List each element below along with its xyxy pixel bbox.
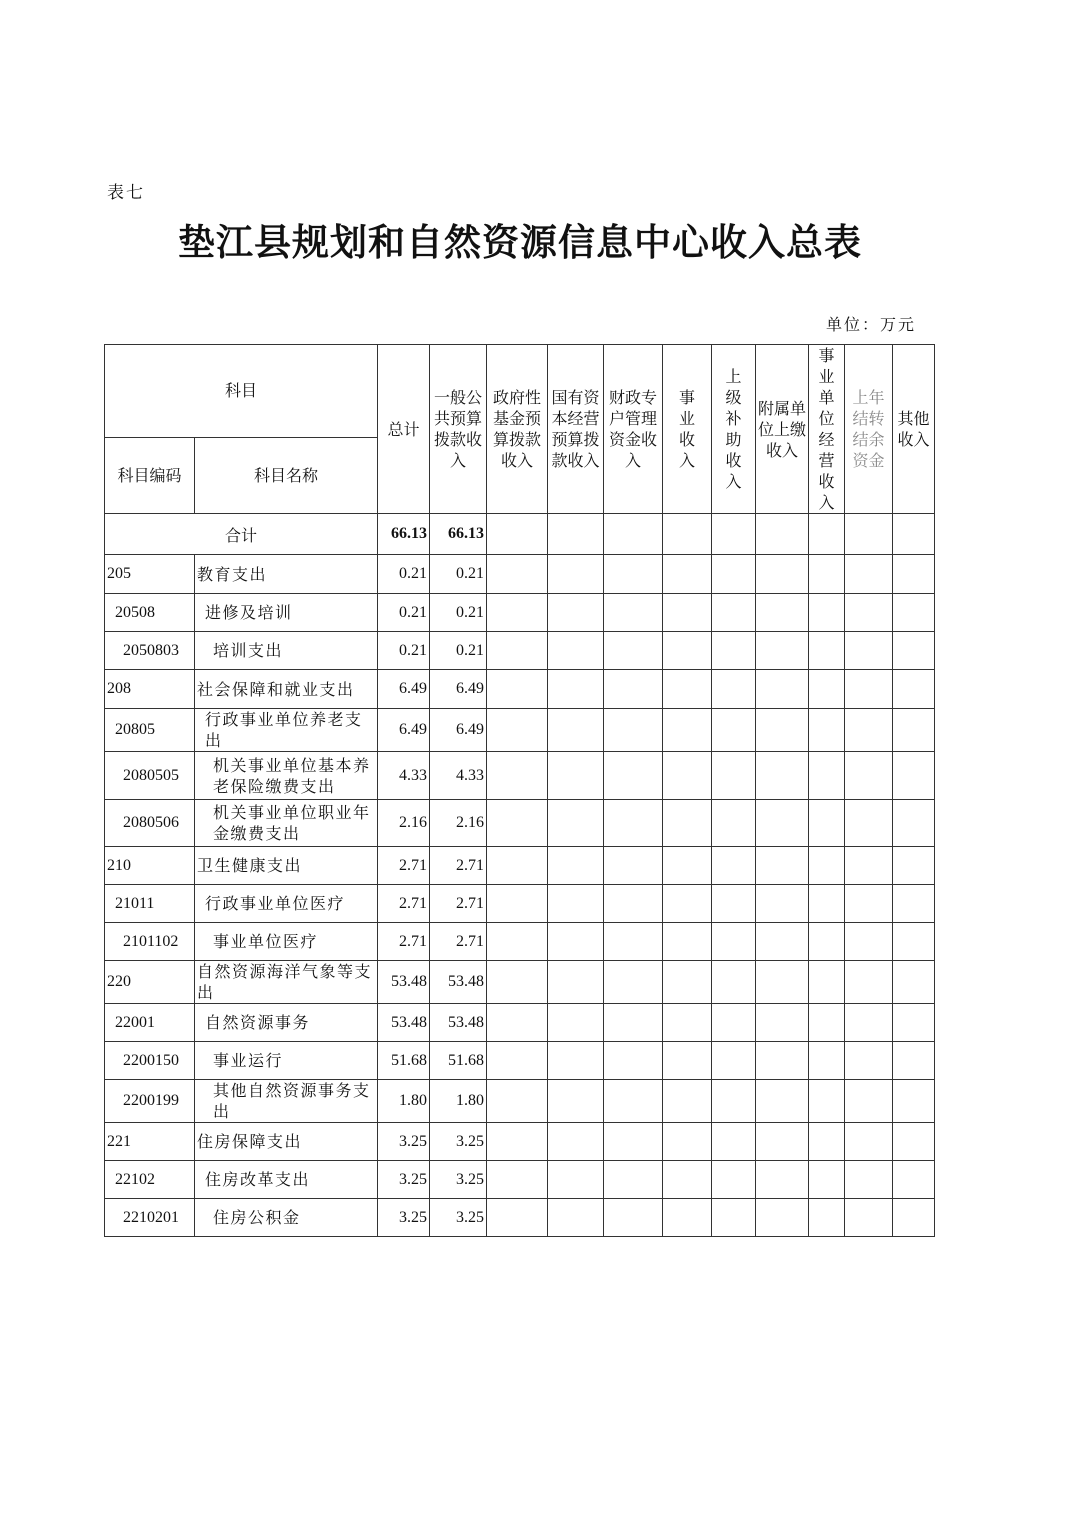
- subject-code: 22001: [105, 1004, 195, 1042]
- total-amount: 51.68: [378, 1042, 430, 1080]
- table-row: [105, 1080, 935, 1123]
- header-gov-fund: 政府性基金预算拨款收入: [487, 345, 548, 514]
- general-budget-amount: 51.68: [430, 1042, 487, 1080]
- empty-cell: [663, 1123, 712, 1161]
- empty-cell: [663, 555, 712, 594]
- table-row: [105, 594, 935, 632]
- empty-cell: [663, 1080, 712, 1123]
- empty-cell: [604, 632, 663, 670]
- empty-cell: [756, 1123, 809, 1161]
- empty-cell: [548, 555, 604, 594]
- empty-cell: [756, 800, 809, 847]
- header-affiliated-payment: 附属单位上缴收入: [756, 345, 809, 514]
- empty-cell: [893, 847, 935, 885]
- subject-name: 行政事业单位医疗: [195, 885, 378, 923]
- subject-code: 2200199: [105, 1080, 195, 1123]
- table-row: [105, 847, 935, 885]
- total-amount: 3.25: [378, 1123, 430, 1161]
- empty-cell: [712, 1080, 756, 1123]
- table-row: [105, 1199, 935, 1237]
- general-budget-amount: 4.33: [430, 752, 487, 800]
- subject-code: 2050803: [105, 632, 195, 670]
- table-row: [105, 752, 935, 800]
- subject-name: 其他自然资源事务支出: [195, 1080, 378, 1123]
- empty-cell: [712, 847, 756, 885]
- table-row: [105, 670, 935, 709]
- subject-name: 住房保障支出: [195, 1123, 378, 1161]
- subject-name: 培训支出: [195, 632, 378, 670]
- empty-cell: [604, 800, 663, 847]
- empty-cell: [663, 1042, 712, 1080]
- subject-code: 220: [105, 961, 195, 1004]
- empty-cell: [663, 1004, 712, 1042]
- empty-cell: [845, 632, 893, 670]
- empty-cell: [487, 885, 548, 923]
- empty-cell: [663, 800, 712, 847]
- empty-cell: [712, 709, 756, 752]
- empty-cell: [809, 752, 845, 800]
- subject-code: 221: [105, 1123, 195, 1161]
- header-business-income: 事业收入: [663, 345, 712, 514]
- empty-cell: [487, 1161, 548, 1199]
- empty-cell: [604, 594, 663, 632]
- empty-cell: [893, 1199, 935, 1237]
- empty-cell: [712, 1042, 756, 1080]
- empty-cell: [809, 709, 845, 752]
- empty-cell: [548, 1123, 604, 1161]
- empty-cell: [487, 961, 548, 1004]
- header-total: 总计: [378, 345, 430, 514]
- empty-cell: [487, 923, 548, 961]
- empty-cell: [663, 961, 712, 1004]
- table-row: [105, 1123, 935, 1161]
- total-amount: 6.49: [378, 709, 430, 752]
- empty-cell: [756, 847, 809, 885]
- total-amount: 2.71: [378, 847, 430, 885]
- total-amount: 3.25: [378, 1199, 430, 1237]
- income-summary-table: [104, 344, 935, 1237]
- empty-cell: [712, 800, 756, 847]
- general-budget-amount: 53.48: [430, 1004, 487, 1042]
- empty-cell: [893, 752, 935, 800]
- empty-cell: [712, 1123, 756, 1161]
- unit-label: 单位：万元: [826, 315, 917, 334]
- total-amount: 0.21: [378, 555, 430, 594]
- empty-cell: [845, 670, 893, 709]
- empty-cell: [604, 709, 663, 752]
- general-budget-amount: 2.71: [430, 885, 487, 923]
- subject-name: 事业单位医疗: [195, 923, 378, 961]
- general-budget-amount: 0.21: [430, 594, 487, 632]
- empty-cell: [756, 1004, 809, 1042]
- table-row: [105, 632, 935, 670]
- header-other-income: 其他收入: [893, 345, 935, 514]
- table-row: [105, 800, 935, 847]
- subject-name: 教育支出: [195, 555, 378, 594]
- empty-cell: [712, 1004, 756, 1042]
- total-amount: 0.21: [378, 632, 430, 670]
- total-amount: 2.71: [378, 885, 430, 923]
- table-row: [105, 961, 935, 1004]
- empty-cell: [604, 961, 663, 1004]
- table-number-label: 表七: [107, 183, 145, 203]
- empty-cell: [845, 1042, 893, 1080]
- empty-cell: [845, 800, 893, 847]
- total-amount: 2.71: [378, 923, 430, 961]
- empty-cell: [712, 1199, 756, 1237]
- general-budget-amount: 6.49: [430, 670, 487, 709]
- table-row: [105, 923, 935, 961]
- empty-cell: [663, 1199, 712, 1237]
- empty-cell: [548, 800, 604, 847]
- empty-cell: [756, 709, 809, 752]
- empty-cell: [548, 632, 604, 670]
- total-amount: 53.48: [378, 1004, 430, 1042]
- empty-cell: [548, 752, 604, 800]
- empty-cell: [893, 800, 935, 847]
- empty-cell: [604, 1161, 663, 1199]
- empty-cell: [893, 670, 935, 709]
- empty-cell: [809, 670, 845, 709]
- empty-cell: [845, 555, 893, 594]
- subject-code: 22102: [105, 1161, 195, 1199]
- empty-cell: [663, 1161, 712, 1199]
- empty-cell: [663, 847, 712, 885]
- empty-cell: [604, 1004, 663, 1042]
- empty-cell: [548, 1199, 604, 1237]
- general-budget-amount: 3.25: [430, 1123, 487, 1161]
- empty-cell: [663, 670, 712, 709]
- empty-cell: [845, 1080, 893, 1123]
- empty-cell: [756, 555, 809, 594]
- subject-name: 卫生健康支出: [195, 847, 378, 885]
- general-budget-amount: 0.21: [430, 555, 487, 594]
- empty-cell: [893, 594, 935, 632]
- header-carryover: 上年结转结余资金: [845, 345, 893, 514]
- subject-name: 自然资源事务: [195, 1004, 378, 1042]
- empty-cell: [604, 670, 663, 709]
- empty-cell: [809, 1004, 845, 1042]
- general-budget-amount: 53.48: [430, 961, 487, 1004]
- empty-cell: [809, 1080, 845, 1123]
- empty-cell: [604, 1042, 663, 1080]
- empty-cell: [604, 847, 663, 885]
- empty-cell: [487, 632, 548, 670]
- general-budget-amount: 2.71: [430, 847, 487, 885]
- general-budget-amount: 0.21: [430, 632, 487, 670]
- empty-cell: [809, 594, 845, 632]
- empty-cell: [845, 885, 893, 923]
- empty-cell: [756, 1199, 809, 1237]
- empty-cell: [712, 670, 756, 709]
- empty-cell: [663, 594, 712, 632]
- empty-cell: [809, 961, 845, 1004]
- empty-cell: [845, 847, 893, 885]
- empty-cell: [712, 961, 756, 1004]
- subject-code: 2101102: [105, 923, 195, 961]
- total-amount: 53.48: [378, 961, 430, 1004]
- empty-cell: [604, 923, 663, 961]
- subject-name: 自然资源海洋气象等支出: [195, 961, 378, 1004]
- empty-cell: [663, 923, 712, 961]
- empty-cell: [845, 1123, 893, 1161]
- empty-cell: [845, 594, 893, 632]
- subject-code: 21011: [105, 885, 195, 923]
- subject-code: 2210201: [105, 1199, 195, 1237]
- empty-cell: [893, 1161, 935, 1199]
- header-subject: 科目: [105, 345, 378, 438]
- table-row: [105, 1161, 935, 1199]
- total-general-budget: 66.13: [430, 514, 487, 555]
- empty-cell: [487, 1042, 548, 1080]
- empty-cell: [712, 1161, 756, 1199]
- subject-name: 社会保障和就业支出: [195, 670, 378, 709]
- table-row: [105, 1004, 935, 1042]
- empty-cell: [845, 1199, 893, 1237]
- empty-cell: [663, 632, 712, 670]
- empty-cell: [809, 1199, 845, 1237]
- subject-code: 205: [105, 555, 195, 594]
- empty-cell: [604, 752, 663, 800]
- general-budget-amount: 6.49: [430, 709, 487, 752]
- header-code: 科目编码: [105, 437, 195, 513]
- empty-cell: [604, 885, 663, 923]
- empty-cell: [487, 800, 548, 847]
- empty-cell: [845, 1161, 893, 1199]
- table-row: [105, 1042, 935, 1080]
- empty-cell: [604, 555, 663, 594]
- subject-code: 20805: [105, 709, 195, 752]
- empty-cell: [712, 923, 756, 961]
- general-budget-amount: 2.16: [430, 800, 487, 847]
- table-row: [105, 885, 935, 923]
- empty-cell: [487, 847, 548, 885]
- empty-cell: [756, 632, 809, 670]
- subject-name: 机关事业单位职业年金缴费支出: [195, 800, 378, 847]
- empty-cell: [893, 1042, 935, 1080]
- empty-cell: [756, 594, 809, 632]
- total-amount: 1.80: [378, 1080, 430, 1123]
- empty-cell: [809, 1161, 845, 1199]
- empty-cell: [487, 594, 548, 632]
- empty-cell: [604, 1123, 663, 1161]
- empty-cell: [548, 923, 604, 961]
- general-budget-amount: 2.71: [430, 923, 487, 961]
- header-name: 科目名称: [195, 437, 378, 513]
- header-superior-subsidy: 上级补助收入: [712, 345, 756, 514]
- subject-name: 住房公积金: [195, 1199, 378, 1237]
- empty-cell: [487, 709, 548, 752]
- subject-code: 2080505: [105, 752, 195, 800]
- empty-cell: [548, 1042, 604, 1080]
- empty-cell: [548, 1080, 604, 1123]
- empty-cell: [548, 594, 604, 632]
- empty-cell: [809, 923, 845, 961]
- empty-cell: [712, 752, 756, 800]
- total-amount: 2.16: [378, 800, 430, 847]
- total-amount: 66.13: [378, 514, 430, 555]
- empty-cell: [487, 1080, 548, 1123]
- empty-cell: [756, 923, 809, 961]
- empty-cell: [487, 1199, 548, 1237]
- empty-cell: [845, 923, 893, 961]
- general-budget-amount: 3.25: [430, 1161, 487, 1199]
- empty-cell: [893, 632, 935, 670]
- subject-name: 事业运行: [195, 1042, 378, 1080]
- empty-cell: [756, 752, 809, 800]
- empty-cell: [712, 632, 756, 670]
- empty-cell: [487, 1004, 548, 1042]
- empty-cell: [756, 1042, 809, 1080]
- empty-cell: [756, 670, 809, 709]
- table-row: [105, 709, 935, 752]
- empty-cell: [663, 709, 712, 752]
- subject-name: 进修及培训: [195, 594, 378, 632]
- empty-cell: [663, 885, 712, 923]
- empty-cell: [548, 1161, 604, 1199]
- empty-cell: [893, 923, 935, 961]
- empty-cell: [845, 709, 893, 752]
- total-amount: 3.25: [378, 1161, 430, 1199]
- empty-cell: [604, 1080, 663, 1123]
- empty-cell: [756, 885, 809, 923]
- subject-name: 机关事业单位基本养老保险缴费支出: [195, 752, 378, 800]
- header-business-operation: 事业单位经营收入: [809, 345, 845, 514]
- empty-cell: [712, 555, 756, 594]
- document-title: 垫江县规划和自然资源信息中心收入总表: [178, 220, 862, 264]
- subject-code: 2200150: [105, 1042, 195, 1080]
- empty-cell: [893, 1004, 935, 1042]
- total-row: [105, 514, 935, 555]
- header-special-account: 财政专户管理资金收入: [604, 345, 663, 514]
- empty-cell: [548, 1004, 604, 1042]
- empty-cell: [893, 555, 935, 594]
- empty-cell: [809, 885, 845, 923]
- subject-code: 208: [105, 670, 195, 709]
- subject-code: 20508: [105, 594, 195, 632]
- empty-cell: [809, 632, 845, 670]
- table-row: [105, 555, 935, 594]
- empty-cell: [548, 670, 604, 709]
- subject-code: 2080506: [105, 800, 195, 847]
- empty-cell: [487, 752, 548, 800]
- empty-cell: [809, 1042, 845, 1080]
- total-amount: 0.21: [378, 594, 430, 632]
- empty-cell: [756, 961, 809, 1004]
- empty-cell: [712, 885, 756, 923]
- header-state-capital: 国有资本经营预算拨款收入: [548, 345, 604, 514]
- empty-cell: [809, 847, 845, 885]
- total-amount: 6.49: [378, 670, 430, 709]
- empty-cell: [604, 1199, 663, 1237]
- total-amount: 4.33: [378, 752, 430, 800]
- empty-cell: [548, 709, 604, 752]
- empty-cell: [893, 1123, 935, 1161]
- empty-cell: [712, 594, 756, 632]
- empty-cell: [756, 1080, 809, 1123]
- empty-cell: [809, 555, 845, 594]
- empty-cell: [756, 1161, 809, 1199]
- empty-cell: [893, 1080, 935, 1123]
- empty-cell: [548, 847, 604, 885]
- empty-cell: [809, 1123, 845, 1161]
- empty-cell: [845, 1004, 893, 1042]
- subject-code: 210: [105, 847, 195, 885]
- general-budget-amount: 3.25: [430, 1199, 487, 1237]
- header-general-budget: 一般公共预算拨款收入: [430, 345, 487, 514]
- empty-cell: [548, 961, 604, 1004]
- empty-cell: [845, 752, 893, 800]
- total-label: 合计: [105, 514, 378, 555]
- subject-name: 住房改革支出: [195, 1161, 378, 1199]
- general-budget-amount: 1.80: [430, 1080, 487, 1123]
- empty-cell: [845, 961, 893, 1004]
- empty-cell: [893, 961, 935, 1004]
- empty-cell: [487, 555, 548, 594]
- empty-cell: [893, 709, 935, 752]
- subject-name: 行政事业单位养老支出: [195, 709, 378, 752]
- empty-cell: [893, 885, 935, 923]
- empty-cell: [548, 885, 604, 923]
- empty-cell: [487, 1123, 548, 1161]
- empty-cell: [809, 800, 845, 847]
- empty-cell: [487, 670, 548, 709]
- empty-cell: [663, 752, 712, 800]
